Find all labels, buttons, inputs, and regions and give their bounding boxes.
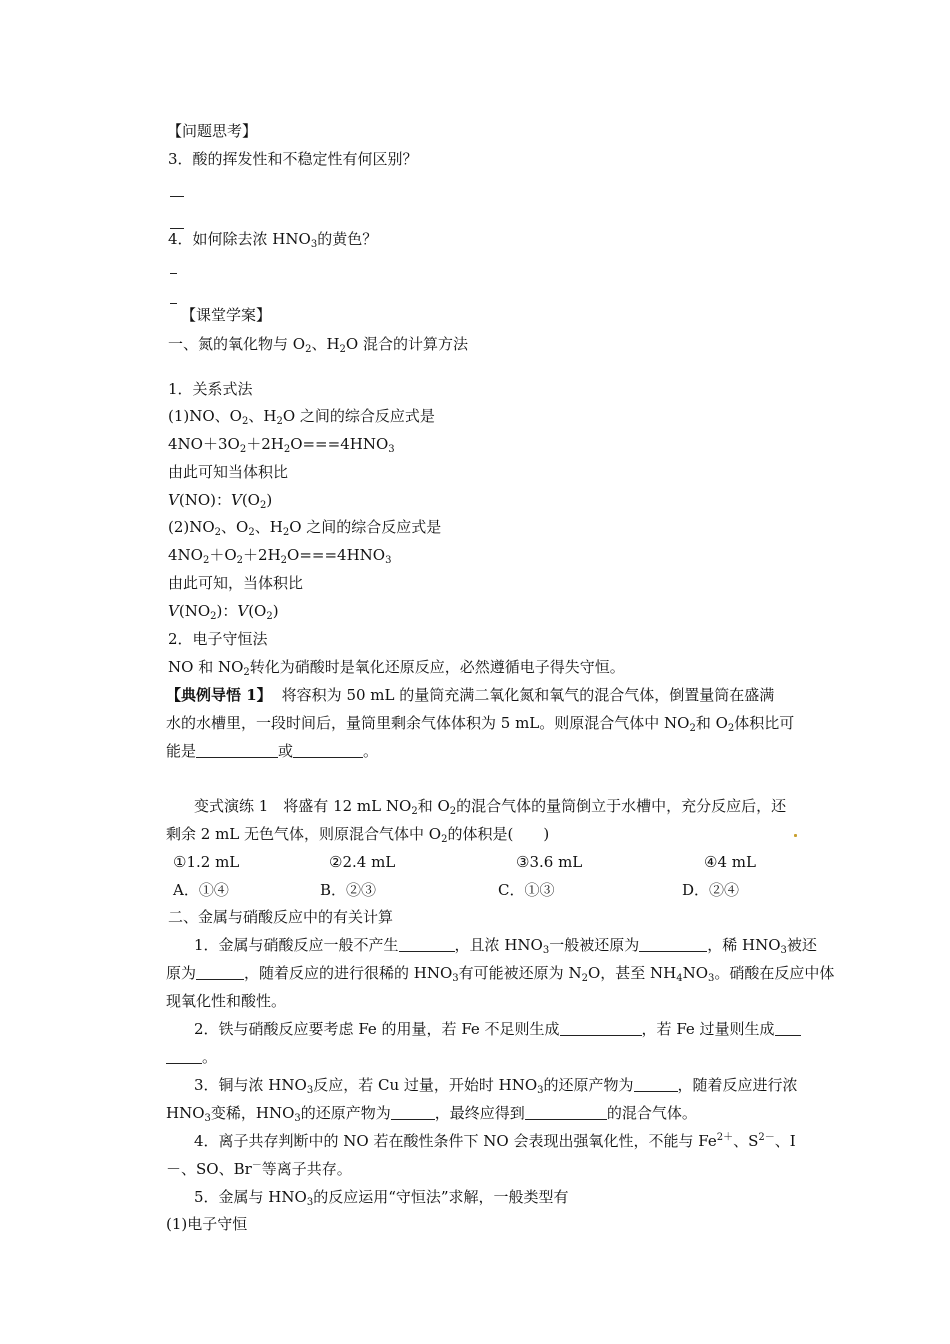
method-2-title: 2．电子守恒法: [168, 630, 268, 648]
choice-d: D．②④: [682, 881, 740, 899]
answer-line: [170, 196, 184, 197]
variant-1-line-2: 剩余 2 mL 无色气体，则原混合气体中 $O_2$的体积是( ): [166, 825, 550, 845]
method-1-item-1: (1)NO、$O_2$、$H_2O$ 之间的综合反应式是: [168, 407, 435, 427]
section-2-title: 二、金属与硝酸反应中的有关计算: [168, 908, 394, 926]
equation-1: $4NO+3O_2+2H_2O===4HNO_3$: [168, 435, 395, 455]
option-1: ①1.2 mL: [173, 853, 240, 871]
variant-1-line-1: 变式演练 1 将盛有 12 mL $NO_2$和 $O_2$的混合气体的量筒倒立于水槽中，充分反应后，还: [194, 797, 787, 817]
answer-line: [170, 273, 177, 274]
point-5-item-1: (1)电子守恒: [166, 1215, 248, 1233]
choice-a: A．①④: [173, 881, 229, 899]
method-1-title: 1．关系式法: [168, 380, 253, 398]
point-2-line-1: 2．铁与硝酸反应要考虑 Fe 的用量，若 Fe 不足则生成 ，若 Fe 过量则生成: [194, 1019, 801, 1039]
section-header-lesson: 【课堂学案】: [181, 306, 272, 324]
ratio-text-1: 由此可知当体积比: [168, 463, 289, 481]
point-1-line-3: 现氧化性和酸性。: [166, 992, 287, 1010]
point-2-line-2: 。: [166, 1047, 217, 1067]
example-1-line-2: 水的水槽里，一段时间后，量筒里剩余气体体积为 5 mL。则原混合气体中 $NO_2$和 $O_2$体积比可: [166, 714, 795, 734]
option-2: ②2.4 mL: [329, 853, 396, 871]
answer-line: [170, 303, 177, 304]
volume-ratio-2: $V(NO_2)$：$V(O_2)$: [168, 602, 279, 622]
equation-2: $4NO_2+O_2+2H_2O===4HNO_3$: [168, 546, 392, 566]
question-3: 3．酸的挥发性和不稳定性有何区别？: [168, 150, 418, 168]
point-4-line-1: 4．离子共存判断中的 NO 若在酸性条件下 NO 会表现出强氧化性，不能与 $Fe^{2+}$、$S^{2-}$、I: [194, 1132, 796, 1150]
option-4: ④4 mL: [704, 853, 756, 871]
example-1-line-1: 【典例导悟 1】 将容积为 50 mL 的量筒充满二氧化氮和氧气的混合气体，倒置量筒在盛满: [166, 686, 775, 704]
ratio-text-2: 由此可知，当体积比: [168, 574, 304, 592]
volume-ratio-1: V(NO)：$V(O_2)$: [168, 491, 273, 511]
choice-b: B．②③: [320, 881, 377, 899]
point-5: 5．金属与 $HNO_3$的反应运用“守恒法”求解，一般类型有: [194, 1188, 569, 1208]
point-1-line-1: 1．金属与硝酸反应一般不产生 ，且浓 $HNO_3$一般被还原为 ，稀 $HNO_3$被还: [194, 936, 817, 956]
point-4-line-2: －、SO、Br－等离子共存。: [166, 1160, 352, 1178]
method-1-item-2: $(2)NO_2$、$O_2$、$H_2O$ 之间的综合反应式是: [168, 518, 442, 538]
example-1-line-3: 能是 或 。: [166, 742, 379, 760]
point-3-line-1: 3．铜与浓 $HNO_3$反应，若 Cu 过量，开始时 $HNO_3$的还原产物为 ，随着反应进行浓: [194, 1076, 798, 1096]
method-2-description: NO 和 $NO_2$转化为硝酸时是氧化还原反应，必然遵循电子得失守恒。: [168, 658, 625, 678]
option-3: ③3.6 mL: [516, 853, 583, 871]
stray-mark: [794, 834, 797, 837]
question-4: 4．如何除去浓 $HNO_3$的黄色？: [168, 230, 378, 250]
section-1-title: 一、氮的氧化物与 $O_2$、$H_2O$ 混合的计算方法: [168, 335, 468, 355]
point-3-line-2: $HNO_3$变稀，$HNO_3$的还原产物为 ，最终应得到 的混合气体。: [166, 1104, 697, 1124]
choice-c: C．①③: [498, 881, 555, 899]
section-header-question: 【问题思考】: [167, 122, 258, 140]
point-1-line-2: 原为 ，随着反应的进行很稀的 $HNO_3$有可能被还原为 $N_2O$，甚至 $NH_4NO_3$。硝酸在反应中体: [166, 964, 835, 984]
